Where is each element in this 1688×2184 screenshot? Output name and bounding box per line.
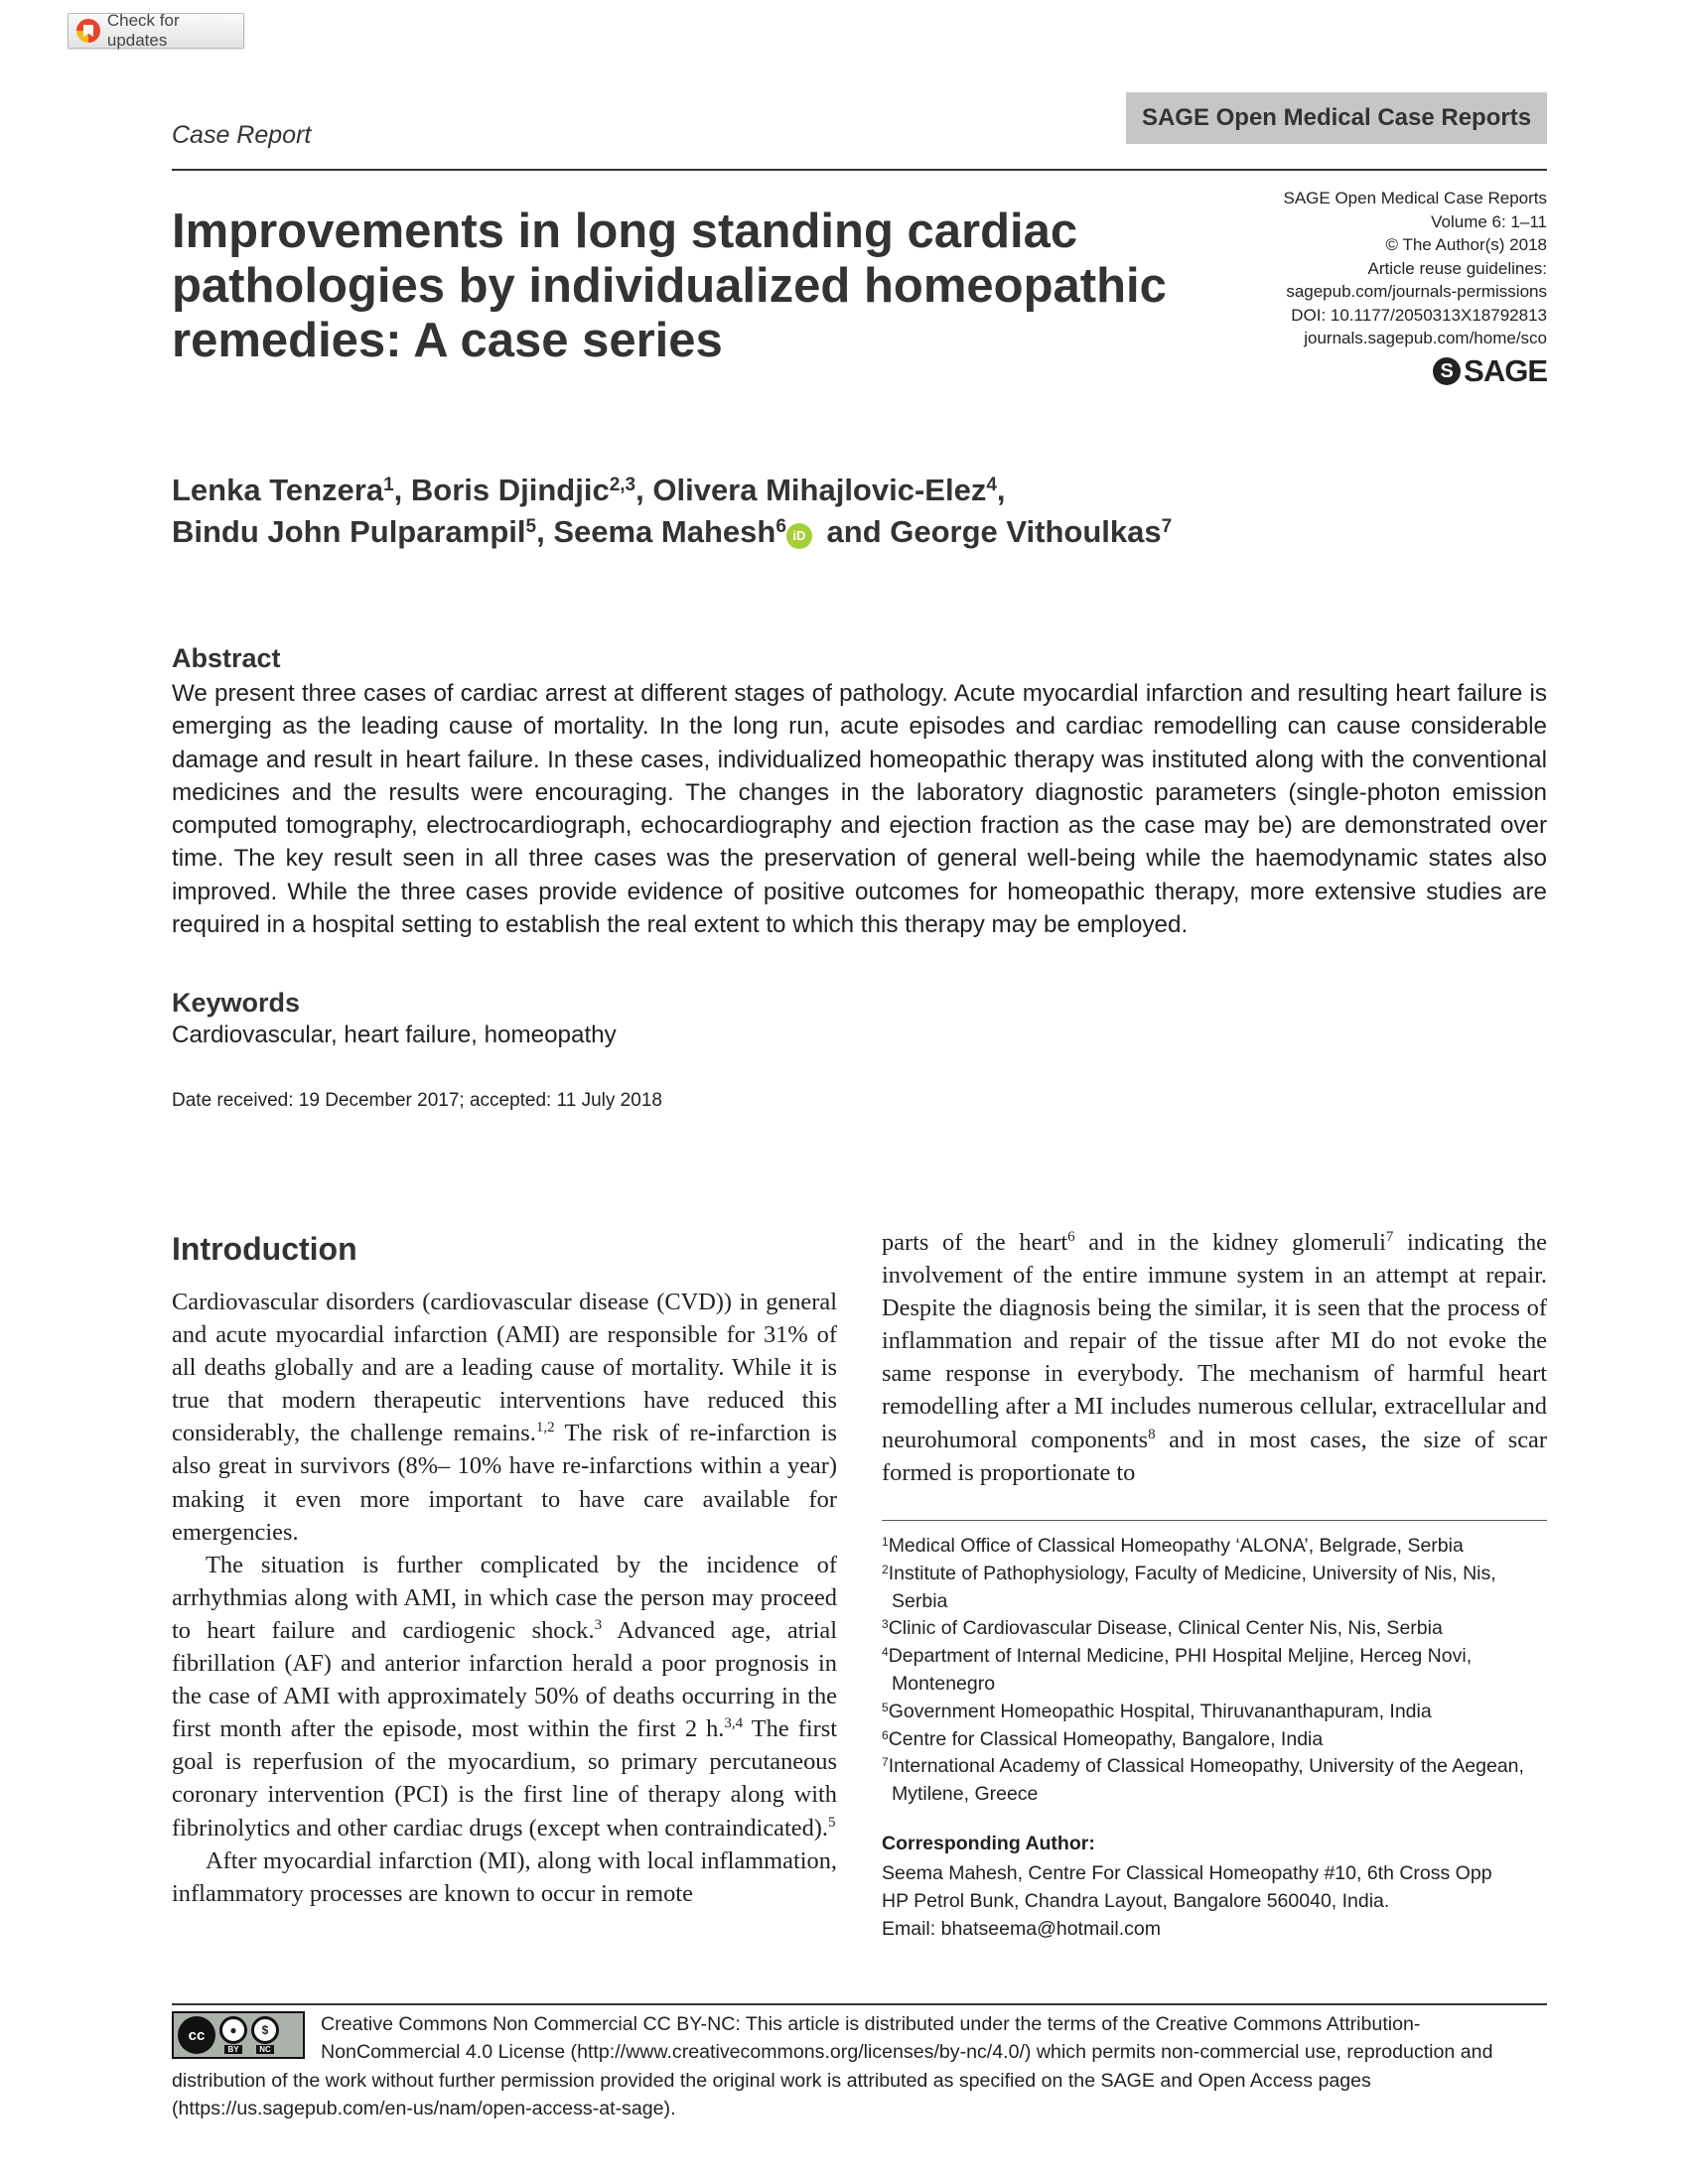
license-text-block — [172, 2010, 1547, 2122]
author-3-affil: 4 — [986, 475, 997, 495]
introduction-heading: Introduction — [172, 1231, 357, 1267]
paper-title: Improvements in long standing cardiac pathologies by individualized homeopathic remedies: A case series — [172, 205, 1167, 367]
check-for-updates-icon — [76, 19, 100, 43]
affiliation-item: $^7$International Academy of Classical Homeopathy, University of the Aegean, Mytilene, Greece — [882, 1755, 1524, 1806]
keywords-heading: Keywords — [172, 988, 301, 1018]
affiliation-item: $^6$Centre for Classical Homeopathy, Bangalore, India — [882, 1727, 1324, 1750]
affiliation-item: $^3$Clinic of Cardiovascular Disease, Clinical Center Nis, Nis, Serbia — [882, 1617, 1443, 1640]
affiliation-item: $^1$Medical Office of Classical Homeopathy ‘ALONA’, Belgrade, Serbia — [882, 1535, 1464, 1557]
author-6-affil: 7 — [1161, 516, 1173, 537]
meta-homepage[interactable]: journals.sagepub.com/home/sco — [1304, 329, 1547, 347]
noncommercial-icon: $ — [251, 2016, 279, 2044]
meta-copyright: © The Author(s) 2018 — [1385, 235, 1547, 254]
affiliation-item: $^5$Government Homeopathic Hospital, Thiruvananthapuram, India — [882, 1700, 1432, 1722]
body-paragraph: Cardiovascular disorders (cardiovascular disease (CVD)) in general and acute myocardial infarction (AMI) are responsible for 31% of all deaths globally and are a leading cause of mortality. While it is true that modern therapeutic interventions have reduced this considerably, the challenge remains.$^{1,2}$ The risk of re-infarction is also great in survivors (8%– 10% have re-infarctions within a year) making it even more important to have care available for emergencies. — [172, 1289, 837, 1546]
attribution-icon: ● — [219, 2016, 247, 2044]
corresponding-author-heading: Corresponding Author: — [882, 1833, 1095, 1854]
corresponding-author-details — [882, 1860, 1547, 1943]
journal-banner: SAGE Open Medical Case Reports — [1126, 92, 1547, 144]
author-2: Boris Djindjic — [410, 473, 610, 507]
sage-logo — [1433, 353, 1547, 389]
citation-ref[interactable]: 5 — [828, 1814, 836, 1831]
meta-journal: SAGE Open Medical Case Reports — [1283, 189, 1547, 207]
check-for-updates-label: Check for updates — [106, 11, 180, 50]
author-list: Lenka Tenzera$^1$, Boris Djindjic$^{2,3}$, Olivera Mihajlovic-Elez$^4$, Bindu John Pulparampil$^5$, Seema Mahesh$^6$ iD and George Vithoulkas$^7$ — [172, 473, 1173, 549]
sage-logo-text: SAGE — [1464, 353, 1547, 388]
affiliation-list — [882, 1533, 1547, 1809]
meta-reuse-link[interactable]: sagepub.com/journals-permissions — [1286, 282, 1547, 301]
author-5-affil: 6 — [775, 516, 786, 537]
meta-doi[interactable]: DOI: 10.1177/2050313X18792813 — [1291, 305, 1547, 325]
meta-volume: Volume 6: 1–11 — [1431, 211, 1547, 231]
cc-icon: cc — [178, 2016, 215, 2054]
body-paragraph: parts of the heart$^6$ and in the kidney glomeruli$^7$ indicating the involvement of the entire immune system in an attempt at repair. Despite the diagnosis being the similar, it is seen that the process of inflammation and repair of the tissue after MI do not evoke the same response in everybody. The mechanism of harmful heart remodelling after a MI includes numerous cellular, extracellular and neurohumoral components$^8$ and in most cases, the size of scar formed is proportionate to — [882, 1229, 1547, 1486]
author-4-affil: 5 — [525, 516, 537, 537]
meta-reuse-label: Article reuse guidelines: — [1367, 258, 1547, 278]
affiliation-item: $^2$Institute of Pathophysiology, Faculty of Medicine, University of Nis, Nis, Serbia — [882, 1562, 1496, 1612]
author-4: Bindu John Pulparampil — [172, 514, 526, 549]
article-type: Case Report — [172, 121, 312, 149]
nc-label: NC — [256, 2045, 274, 2054]
corresponding-email[interactable]: Email: bhatseema@hotmail.com — [882, 1917, 1161, 1940]
author-6: George Vithoulkas — [890, 514, 1162, 549]
corresponding-line: HP Petrol Bunk, Chandra Layout, Bangalore 560040, India. — [882, 1889, 1390, 1912]
corresponding-line: Seema Mahesh, Centre For Classical Homeopathy #10, 6th Cross Opp — [882, 1862, 1492, 1884]
orcid-icon[interactable]: iD — [786, 523, 812, 549]
received-dates: Date received: 19 December 2017; accepted: 11 July 2018 — [172, 1090, 662, 1111]
citation-ref[interactable]: 3 — [594, 1616, 603, 1633]
citation-ref[interactable]: 6 — [1067, 1229, 1075, 1245]
citation-ref[interactable]: 7 — [1385, 1229, 1394, 1245]
body-paragraph: After myocardial infarction (MI), along with local inflammation, inflammatory processes are known to occur in remote — [172, 1846, 837, 1907]
footnote-rule — [882, 1520, 1547, 1521]
author-1: Lenka Tenzera — [172, 473, 384, 507]
author-5: Seema Mahesh — [553, 514, 776, 549]
header-rule — [172, 169, 1547, 171]
author-3: Olivera Mihajlovic-Elez — [652, 473, 987, 507]
body-column-left — [172, 1286, 837, 1910]
citation-ref[interactable]: 8 — [1148, 1426, 1156, 1442]
affiliation-item: $^4$Department of Internal Medicine, PHI Hospital Meljine, Herceg Novi, Montenegro — [882, 1645, 1473, 1695]
author-1-affil: 1 — [383, 475, 394, 495]
by-label: BY — [224, 2045, 241, 2054]
citation-ref[interactable]: 1,2 — [535, 1420, 555, 1436]
body-column-right — [882, 1226, 1547, 1489]
keywords-text: Cardiovascular, heart failure, homeopathy — [172, 1022, 617, 1048]
author-2-affil: 2,3 — [609, 475, 636, 495]
citation-ref[interactable]: 3,4 — [724, 1715, 744, 1732]
article-meta — [1283, 187, 1547, 350]
check-for-updates-button[interactable] — [68, 13, 244, 49]
sage-logo-icon: S — [1433, 357, 1461, 385]
license-rule — [172, 2003, 1547, 2005]
abstract-text: We present three cases of cardiac arrest at different stages of pathology. Acute myocardial infarction and resulting heart failure is emerging as the leading cause of mortality. In the long run, acute episodes and cardiac remodelling can cause considerable damage and result in heart failure. In these cases, individualized homeopathic therapy was instituted along with the conventional medicines and the results were encouraging. The changes in the laboratory diagnostic parameters (single-photon emission computed tomography, electrocardiograph, echocardiography and ejection fraction as the case may be) are demonstrated over time. The key result seen in all three cases was the preservation of general well-being while the haemodynamic states also improved. While the three cases provide evidence of positive outcomes for homeopathic therapy, more extensive studies are required in a hospital setting to establish the real extent to which this therapy may be employed. — [172, 680, 1547, 939]
license-text: Creative Commons Non Commercial CC BY-NC: This article is distributed under the terms of the Creative Commons Attribution-NonCommercial 4.0 License (http://www.creativecommons.org/licenses/by-nc/4.0/) which permits non-commercial use, reproduction and distribution of the work without further permission provided the original work is attributed as specified on the SAGE and Open Access pages (https://us.sagepub.com/en-us/nam/open-access-at-sage). — [172, 2013, 1493, 2119]
abstract-heading: Abstract — [172, 643, 281, 673]
body-paragraph: The situation is further complicated by the incidence of arrhythmias along with AMI, in which case the person may proceed to heart failure and cardiogenic shock.$^3$ Advanced age, atrial fibrillation (AF) and anterior infarction herald a poor prognosis in the case of AMI with approximately 50% of deaths occurring in the first month after the episode, most within the first 2 h.$^{3,4}$ The first goal is reperfusion of the myocardium, so primary percutaneous coronary intervention (PCI) is the first line of therapy along with fibrinolytics and other cardiac drugs (except when contraindicated).$^5$ — [172, 1551, 837, 1842]
